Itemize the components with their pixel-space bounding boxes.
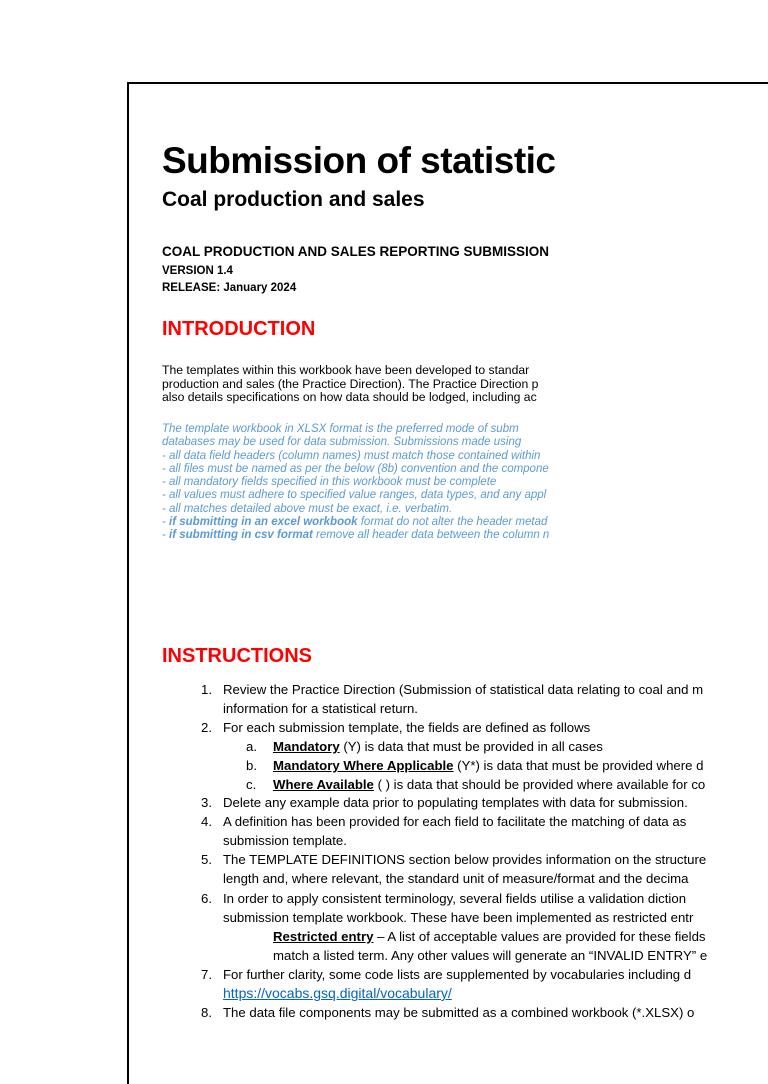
release-label: RELEASE: January 2024: [162, 282, 297, 294]
document-subtitle: Coal production and sales: [162, 188, 425, 211]
intro-line: production and sales (the Practice Direction). The Practice Direction p: [162, 376, 539, 391]
note-line: - all mandatory fields specified in this workbook must be complete: [162, 476, 497, 489]
note-line: - if submitting in csv format remove all header data between the column n: [162, 529, 550, 542]
note-line: - all files must be named as per the below (8b) convention and the compone: [162, 462, 549, 475]
document-heading: COAL PRODUCTION AND SALES REPORTING SUBMISSION: [162, 244, 550, 259]
note-line: - if submitting in an excel workbook format do not alter the header metad: [162, 516, 548, 529]
intro-line: also details specifications on how data should be lodged, including ac: [162, 390, 537, 404]
note-line: - all values must adhere to specified value ranges, data types, and any appl: [162, 489, 547, 502]
intro-line: The templates within this workbook have been developed to standar: [162, 363, 530, 377]
vocabulary-link[interactable]: https://vocabs.gsq.digital/vocabulary/: [223, 985, 452, 1001]
note-line: The template workbook in XLSX format is the preferred mode of subm: [162, 423, 519, 435]
note-line: - all matches detailed above must be exact, i.e. verbatim.: [162, 502, 453, 515]
instructions-list: 1. Review the Practice Direction (Submission of statistical data relating to coal and m information for a statistical return. 2. For each submission template, the fields are defined as follows a. Mandatory (Y) is data that must be provided in all cases b. Mandatory Where Applicable (Y*) is data that must be provided where d c. Where Available ( ) is data that should be provided where available for co 3. Delete any example data prior to populating templates with data for submission. 4. A definition has been provided for each field to facilitate the matching of data as submission template. 5. The TEMPLATE DEFINITIONS section below provides information on the structure length and, where relevant, the standard unit of measure/format and the decima 6. In order to apply consistent terminology, several fields utilise a validation diction submission template workbook. These have been implemented as restricted entr Restricted entry – A list of acceptable values are provided for these fields match a listed term. Any other values will generate an “INVALID ENTRY” e 7. For further clarity, some code lists are supplemented by vocabularies including d https://vocabs.gsq.digital/vocabulary/ 8. The data file components may be submitted as a combined workbook (*.XLSX) o: [201, 682, 708, 1020]
note-line: databases may be used for data submission. Submissions made using: [162, 436, 522, 449]
document-title: Submission of statistic: [162, 140, 556, 181]
introduction-heading: INTRODUCTION: [162, 318, 316, 340]
instructions-heading: INSTRUCTIONS: [162, 645, 312, 667]
note-line: - all data field headers (column names) must match those contained within: [162, 449, 541, 462]
version-label: VERSION 1.4: [162, 265, 233, 277]
